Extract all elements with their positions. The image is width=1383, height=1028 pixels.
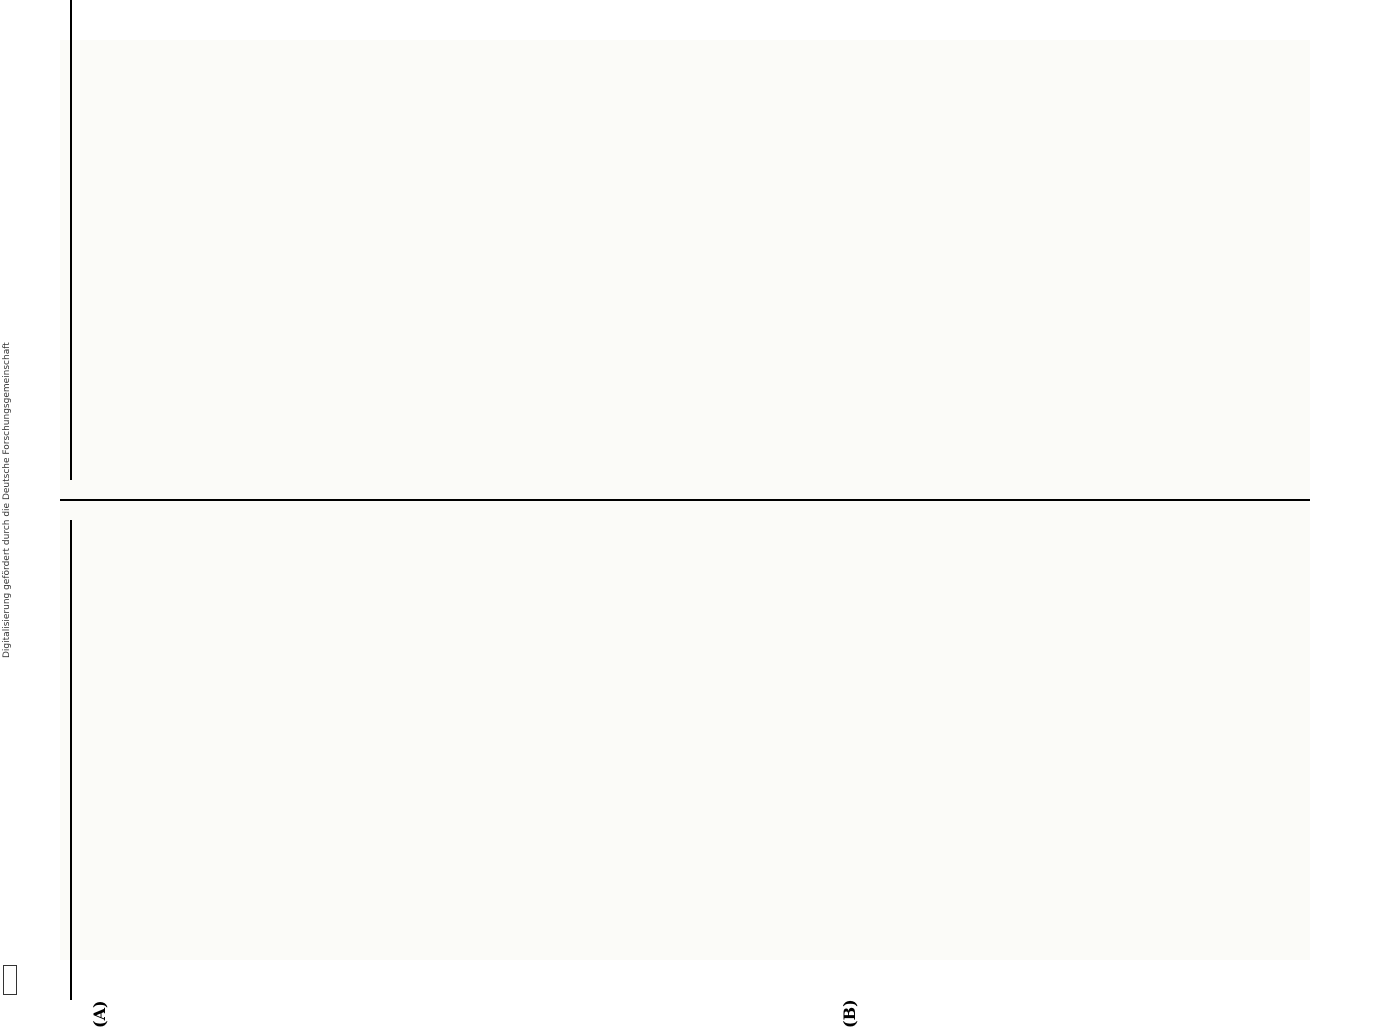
left-column-text <box>72 520 88 1000</box>
right-column-text <box>72 0 88 480</box>
margin-mark-b: (B) <box>840 999 859 1028</box>
left-column <box>60 520 1310 1000</box>
scanned-page <box>60 40 1310 1028</box>
digitization-note: Digitalisierung gefördert durch die Deutsche Forschungsgemeinschaft <box>2 342 12 658</box>
margin-mark-d <box>840 0 859 1</box>
page-content <box>60 0 1310 1028</box>
right-column-head <box>60 0 72 480</box>
column-divider <box>60 499 1310 501</box>
right-column <box>60 0 1310 480</box>
dfg-logo <box>3 965 17 995</box>
margin-mark-a: (A) <box>90 1000 109 1028</box>
left-column-head <box>60 520 72 1000</box>
